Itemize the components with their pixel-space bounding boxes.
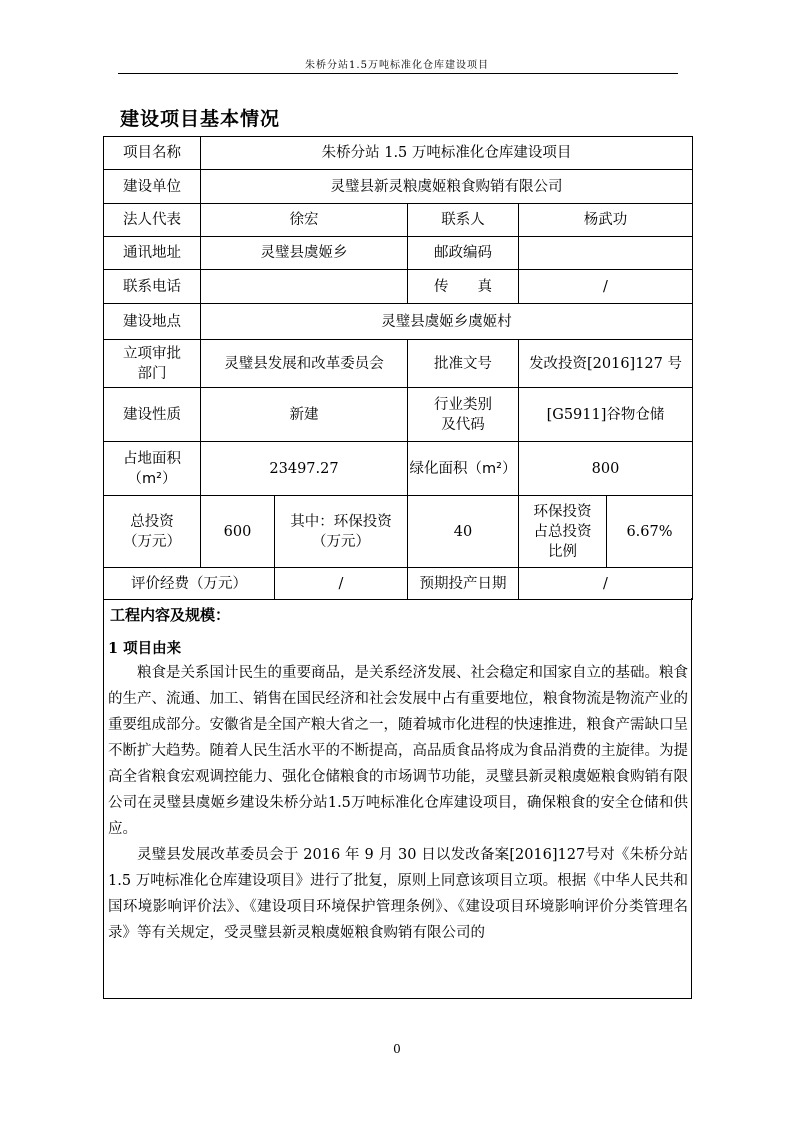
ratio-label [519, 496, 607, 568]
approval-no-label: 批准文号 [408, 340, 519, 388]
phone-label: 联系电话 [104, 270, 201, 304]
sub-heading: 1 项目由来 [108, 640, 182, 657]
invest-label-line1: 总投资 [130, 513, 174, 530]
contact-label: 联系人 [408, 204, 519, 237]
legal-rep-value: 徐宏 [201, 204, 408, 237]
paragraph-2: 灵璧县发展改革委员会于 2016 年 9 月 30 日以发改备案[2016]127号对《朱桥分站 1.5 万吨标准化仓库建设项目》进行了批复，原则上同意该项目立项。根据《中华人民共和国环境影响评价法》、《建设项目环境保护管理条例》、《建设项目环境影响评价分类管理名录》等有关规定，受灵璧县新灵粮虞姬粮食购销有限公司的 [108, 847, 688, 941]
nature-label: 建设性质 [104, 388, 201, 442]
env-invest-label [275, 496, 408, 568]
row-project-name [104, 137, 693, 170]
running-header: 朱桥分站1.5万吨标准化仓库建设项目 [305, 60, 489, 71]
header-rule [118, 73, 678, 74]
industry-label-line1: 行业类别 [434, 396, 492, 413]
legal-rep-label: 法人代表 [104, 204, 201, 237]
content-heading: 工程内容及规模： [110, 606, 231, 624]
paragraph-1: 粮食是关系国计民生的重要商品，是关系经济发展、社会稳定和国家自立的基础。粮食的生产、流通、加工、销售在国民经济和社会发展中占有重要地位，粮食物流是物流产业的重要组成部分。安徽省是全国产粮大省之一，随着城市化进程的快速推进，粮食产需缺口呈不断扩大趋势。随着人民生活水平的不断提高，高品质食品将成为食品消费的主旋律。为提高全省粮食宏观调控能力、强化仓储粮食的市场调节功能，灵璧县新灵粮虞姬粮食购销有限公司在灵璧县虞姬乡建设朱桥分站1.5万吨标准化仓库建设项目，确保粮食的安全仓储和供应。 [108, 665, 688, 837]
row-approval [104, 340, 693, 388]
postcode-value [519, 237, 693, 270]
env-invest-label-line2: （万元） [312, 533, 370, 550]
fee-label: 评价经费（万元） [104, 568, 275, 600]
phone-value [201, 270, 408, 304]
green-value: 800 [519, 442, 693, 496]
row-site [104, 304, 693, 340]
fax-label: 传 真 [408, 270, 519, 304]
unit-value: 灵璧县新灵粮虞姬粮食购销有限公司 [201, 170, 693, 204]
body-text [108, 660, 688, 946]
project-name-label: 项目名称 [104, 137, 201, 170]
env-invest-value: 40 [408, 496, 519, 568]
ratio-label-line3: 比例 [548, 543, 577, 560]
approval-dept-label-line1: 立项审批 [123, 345, 181, 362]
row-investment [104, 496, 693, 568]
date-value: / [519, 568, 693, 600]
row-nature [104, 388, 693, 442]
approval-dept-value: 灵璧县发展和改革委员会 [201, 340, 408, 388]
invest-label-line2: （万元） [123, 533, 181, 550]
row-fee [104, 568, 693, 600]
address-value: 灵璧县虞姬乡 [201, 237, 408, 270]
green-label: 绿化面积（m²） [408, 442, 519, 496]
row-unit [104, 170, 693, 204]
address-label: 通讯地址 [104, 237, 201, 270]
date-label: 预期投产日期 [408, 568, 519, 600]
contact-value: 杨武功 [519, 204, 693, 237]
project-content-section [103, 598, 692, 999]
industry-label-line2: 及代码 [441, 416, 485, 433]
industry-value: [G5911]谷物仓储 [519, 388, 693, 442]
area-label-line2: （m²） [127, 470, 177, 487]
site-label: 建设地点 [104, 304, 201, 340]
unit-label: 建设单位 [104, 170, 201, 204]
page-number: 0 [393, 1042, 401, 1056]
approval-dept-label-line2: 部门 [137, 365, 167, 382]
fee-value: / [275, 568, 408, 600]
approval-no-value: 发改投资[2016]127 号 [519, 340, 693, 388]
nature-value: 新建 [201, 388, 408, 442]
approval-dept-label [104, 340, 201, 388]
ratio-value: 6.67% [607, 496, 693, 568]
industry-label [408, 388, 519, 442]
row-address [104, 237, 693, 270]
section-title: 建设项目基本情况 [120, 108, 281, 130]
project-info-table [103, 136, 693, 600]
project-name-value: 朱桥分站 1.5 万吨标准化仓库建设项目 [201, 137, 693, 170]
ratio-label-line1: 环保投资 [533, 503, 592, 520]
area-label-line1: 占地面积 [123, 450, 181, 467]
fax-value: / [519, 270, 693, 304]
area-value: 23497.27 [201, 442, 408, 496]
row-area [104, 442, 693, 496]
site-value: 灵璧县虞姬乡虞姬村 [201, 304, 693, 340]
postcode-label: 邮政编码 [408, 237, 519, 270]
row-phone [104, 270, 693, 304]
invest-value: 600 [201, 496, 275, 568]
invest-label [104, 496, 201, 568]
env-invest-label-line1: 其中：环保投资 [290, 513, 392, 530]
ratio-label-line2: 占总投资 [533, 523, 592, 540]
area-label [104, 442, 201, 496]
row-legal-rep [104, 204, 693, 237]
